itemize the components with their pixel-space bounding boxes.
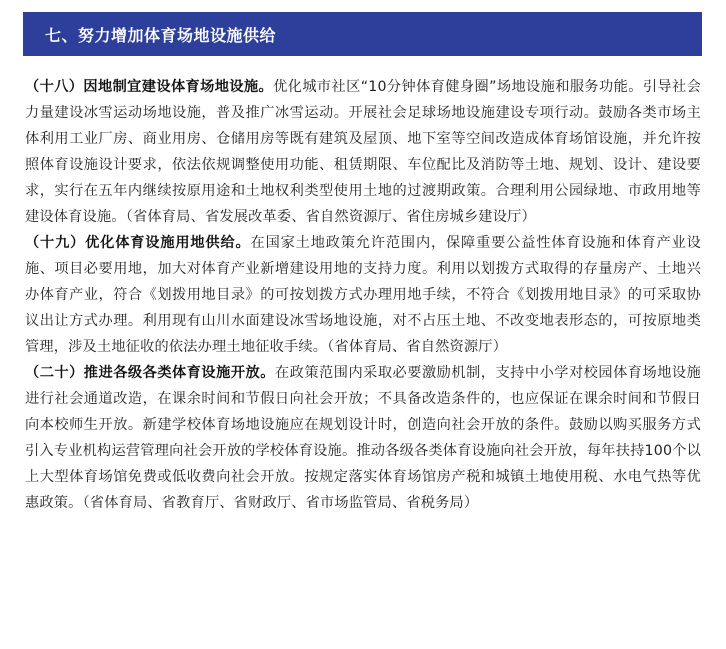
paragraph-19-heading: （十九）优化体育设施用地供给。 (25, 235, 251, 251)
paragraph-20 (25, 360, 701, 516)
section-header-bar (23, 12, 702, 56)
article-body (25, 74, 701, 516)
paragraph-20-text: 在政策范围内采取必要激励机制，支持中小学对校园体育场地设施进行社会通道改造，在课余时间和节假日向社会开放；不具备改造条件的，也应保证在课余时间和节假日向本校师生开放。新建学校体育场地设施应在规划设计时，创造向社会开放的条件。鼓励以购买服务方式引入专业机构运营管理向社会开放的学校体育设施。推动各级各类体育设施向社会开放，每年扶持100个以上大型体育场馆免费或低收费向社会开放。按规定落实体育场馆房产税和城镇土地使用税、水电气热等优惠政策。（省体育局、省教育厅、省财政厅、省市场监管局、省税务局） (25, 365, 701, 511)
paragraph-19 (25, 230, 701, 360)
paragraph-19-text: 在国家土地政策允许范围内，保障重要公益性体育设施和体育产业设施、项目必要用地，加大对体育产业新增建设用地的支持力度。利用以划拨方式取得的存量房产、土地兴办体育产业，符合《划拨用地目录》的可按划拨方式办理用地手续，不符合《划拨用地目录》的可采取协议出让方式办理。利用现有山川水面建设冰雪场地设施，对不占压土地、不改变地表形态的，可按原地类管理，涉及土地征收的依法办理土地征收手续。（省体育局、省自然资源厅） (25, 235, 701, 355)
paragraph-18 (25, 74, 701, 230)
paragraph-18-text: 优化城市社区“10分钟体育健身圈”场地设施和服务功能。引导社会力量建设冰雪运动场地设施，普及推广冰雪运动。开展社会足球场地设施建设专项行动。鼓励各类市场主体利用工业厂房、商业用房、仓储用房等既有建筑及屋顶、地下室等空间改造成体育场馆设施，并允许按照体育设施设计要求，依法依规调整使用功能、租赁期限、车位配比及消防等土地、规划、设计、建设要求，实行在五年内继续按原用途和土地权利类型使用土地的过渡期政策。合理利用公园绿地、市政用地等建设体育设施。（省体育局、省发展改革委、省自然资源厅、省住房城乡建设厅） (25, 79, 701, 225)
paragraph-18-heading: （十八）因地制宜建设体育场地设施。 (25, 79, 274, 95)
section-title: 七、努力增加体育场地设施供给 (45, 25, 277, 45)
paragraph-20-heading: （二十）推进各级各类体育设施开放。 (25, 365, 275, 381)
